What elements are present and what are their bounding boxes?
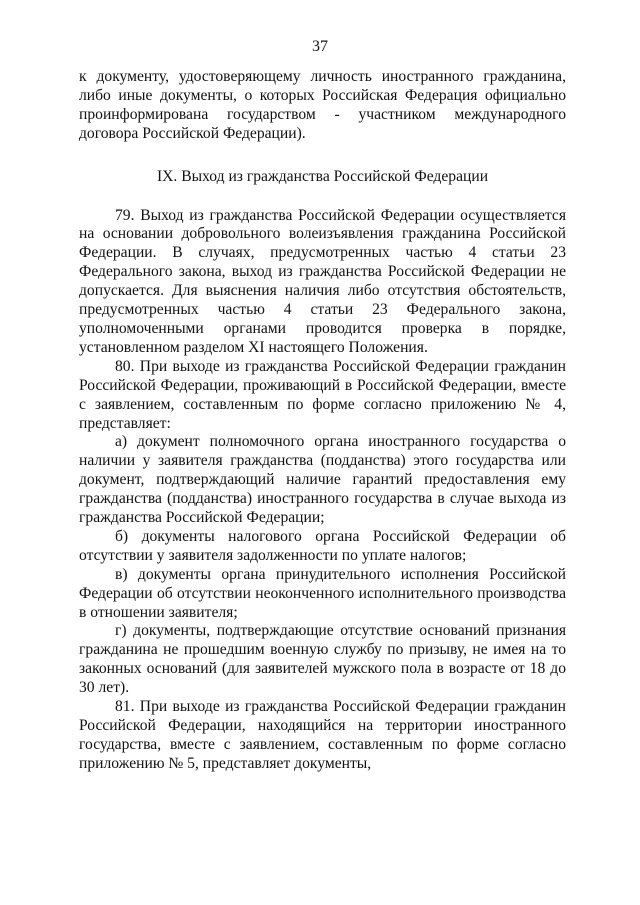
document-body: [79, 68, 566, 774]
paragraph-80-v: в) документы органа принудительного исполнения Российской Федерации об отсутствии неоконченного исполнительного производства в отношении заявителя;: [79, 565, 566, 621]
paragraph-79: 79. Выход из гражданства Российской Федерации осуществляется на основании добровольного волеизъявления гражданина Российской Федерации. В случаях, предусмотренных частью 4 статьи 23 Федерального закона, выход из гражданства Российской Федерации не допускается. Для выяснения наличия либо отсутствия обстоятельств, предусмотренных частью 4 статьи 23 Федерального закона, уполномоченными органами проводится проверка в порядке, установленном разделом XI настоящего Положения.: [79, 206, 566, 356]
paragraph-80-a: а) документ полномочного органа иностранного государства о наличии у заявителя гражданства (подданства) этого государства или документ, подтверждающий наличие гарантий предоставления ему гражданства (подданства) иностранного государства в случае выхода из гражданства Российской Федерации;: [79, 433, 566, 527]
intro-paragraph: к документу, удостоверяющему личность иностранного гражданина, либо иные документы, о которых Российская Федерация официально проинформирована государством - участником международного договора Российской Федерации).: [79, 68, 566, 142]
page-number: 37: [312, 38, 328, 55]
paragraph-80: 80. При выходе из гражданства Российской Федерации гражданин Российской Федерации, проживающий в Российской Федерации, вместе с заявлением, составленным по форме согласно приложению № 4, представляет:: [79, 357, 566, 432]
paragraph-80-g: г) документы, подтверждающие отсутствие оснований признания гражданина не прошедшим военную службу по призыву, не имея на то законных оснований (для заявителей мужского пола в возрасте от 18 до 30 лет).: [79, 622, 566, 697]
paragraph-81: 81. При выходе из гражданства Российской Федерации гражданин Российской Федерации, находящийся на территории иностранного государства, вместе с заявлением, составленным по форме согласно приложению № 5, представляет документы,: [79, 698, 566, 772]
paragraph-80-b: б) документы налогового органа Российской Федерации об отсутствии у заявителя задолженности по уплате налогов;: [79, 527, 566, 564]
section-heading: IX. Выход из гражданства Российской Федерации: [156, 167, 489, 185]
